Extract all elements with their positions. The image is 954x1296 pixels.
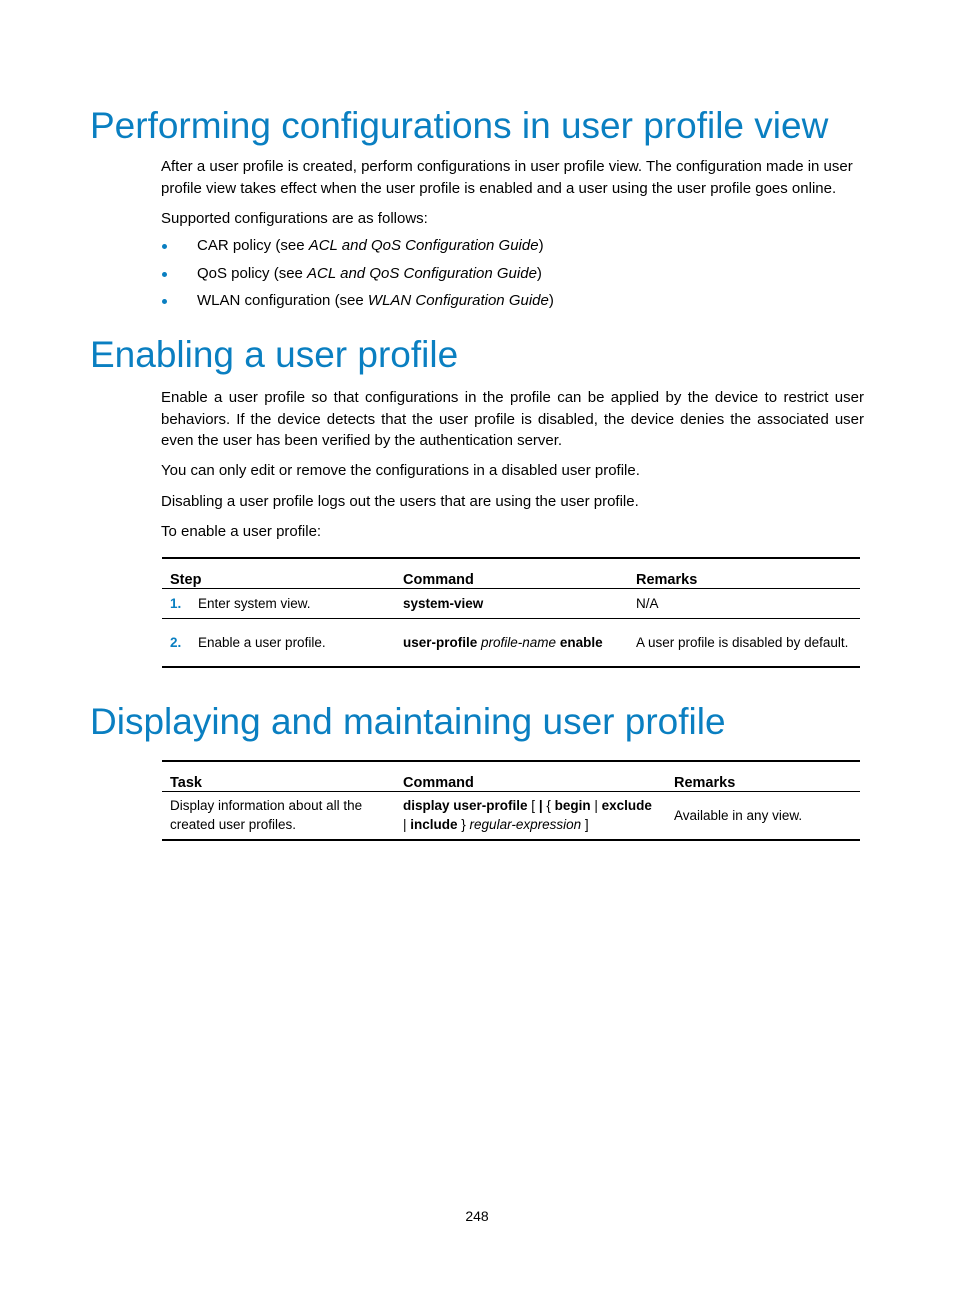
section-title-user-profile-view: Performing configurations in user profile view bbox=[90, 105, 829, 146]
remarks-cell: Available in any view. bbox=[666, 792, 860, 840]
table-header-row bbox=[162, 558, 860, 589]
column-header-command: Command bbox=[395, 558, 628, 589]
section2-paragraph-3: Disabling a user profile logs out the users that are using the user profile. bbox=[161, 493, 639, 510]
command-cell: display user-profile [ | { begin | exclude | include } regular-expression ] bbox=[395, 792, 666, 840]
enable-user-profile-table bbox=[162, 557, 860, 668]
section-title-enabling-user-profile: Enabling a user profile bbox=[90, 334, 459, 375]
column-header-remarks: Remarks bbox=[666, 761, 860, 792]
remarks-cell: A user profile is disabled by default. bbox=[628, 619, 860, 667]
supported-configurations-list bbox=[161, 235, 554, 318]
doc-reference: WLAN Configuration Guide bbox=[367, 292, 549, 309]
table-row bbox=[162, 619, 860, 667]
bullet-icon bbox=[162, 299, 167, 304]
list-item: WLAN configuration (see WLAN Configuration Guide) bbox=[161, 290, 554, 318]
section2-paragraph-1: Enable a user profile so that configurations in the profile can be applied by the device to restrict user behaviors. If the device detects that the user profile is disabled, the device denies the associated user even the user has been verified by the authentication server. bbox=[161, 389, 864, 449]
step-number: 2. bbox=[170, 634, 182, 650]
doc-reference: ACL and QoS Configuration Guide bbox=[308, 237, 539, 254]
table-row bbox=[162, 792, 860, 840]
section2-paragraph-4: To enable a user profile: bbox=[161, 523, 322, 540]
column-header-task: Task bbox=[162, 761, 395, 792]
column-header-step: Step bbox=[162, 558, 395, 589]
remarks-cell: N/A bbox=[628, 589, 860, 619]
table-row bbox=[162, 589, 860, 619]
column-header-command: Command bbox=[395, 761, 666, 792]
command-cell: system-view bbox=[395, 589, 628, 619]
task-cell: Display information about all the created user profiles. bbox=[162, 792, 395, 840]
list-item: QoS policy (see ACL and QoS Configuration Guide) bbox=[161, 263, 554, 291]
bullet-icon bbox=[162, 272, 167, 277]
table-header-row bbox=[162, 761, 860, 792]
section1-paragraph-1: After a user profile is created, perform configurations in user profile view. The configuration made in user profile view takes effect when the user profile is enabled and a user using the user profile goes online. bbox=[161, 158, 853, 197]
page-number: 248 bbox=[465, 1208, 489, 1224]
section-title-displaying-maintaining: Displaying and maintaining user profile bbox=[90, 701, 726, 742]
section1-paragraph-2: Supported configurations are as follows: bbox=[161, 210, 428, 227]
list-item: CAR policy (see ACL and QoS Configuration Guide) bbox=[161, 235, 554, 263]
step-cell: 1. Enter system view. bbox=[162, 589, 395, 619]
step-cell: 2. Enable a user profile. bbox=[162, 619, 395, 667]
step-number: 1. bbox=[170, 596, 182, 611]
display-user-profile-table bbox=[162, 760, 860, 841]
doc-reference: ACL and QoS Configuration Guide bbox=[307, 264, 537, 282]
bullet-icon bbox=[162, 244, 167, 249]
column-header-remarks: Remarks bbox=[628, 558, 860, 589]
command-cell: user-profile profile-name enable bbox=[395, 619, 628, 667]
section2-paragraph-2: You can only edit or remove the configurations in a disabled user profile. bbox=[161, 462, 640, 479]
